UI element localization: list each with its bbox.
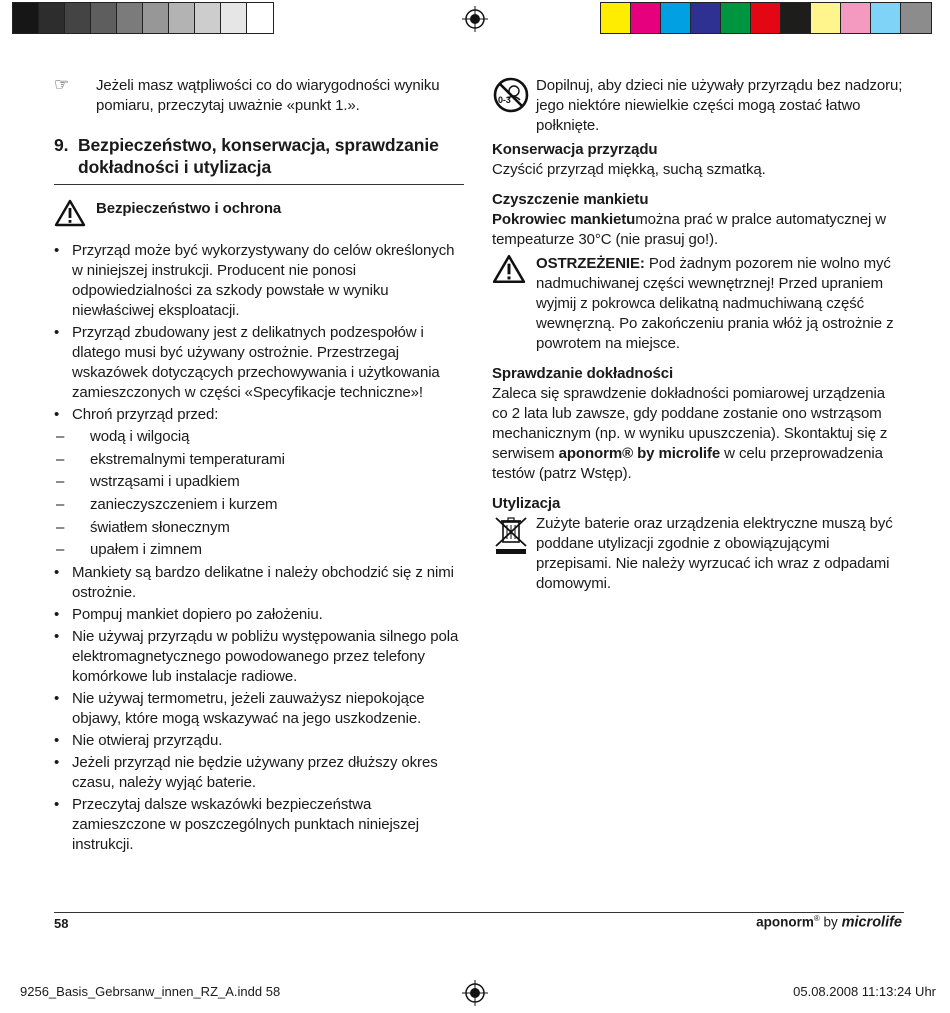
- page-number: 58: [54, 916, 69, 931]
- disposal-heading: Utylizacja: [492, 495, 561, 512]
- cuff-cover-label: Pokrowiec mankietu: [492, 211, 636, 228]
- cuff-warning-text: [536, 254, 904, 354]
- section-divider: [54, 184, 464, 185]
- color-swatch: [247, 3, 273, 33]
- color-swatch: [811, 3, 841, 33]
- list-item: • Pompuj mankiet dopiero po założeniu.: [54, 605, 464, 625]
- safety-heading-label: Bezpieczeństwo i ochrona: [96, 200, 282, 217]
- color-swatch: [117, 3, 143, 33]
- brand-logo: [756, 914, 902, 931]
- maintenance-text: Czyścić przyrząd miękką, suchą szmatką.: [492, 161, 766, 178]
- registration-mark-icon: [462, 6, 488, 32]
- disposal: [492, 514, 904, 594]
- color-swatch: [601, 3, 631, 33]
- color-swatch: [91, 3, 117, 33]
- not-for-children-0-3-icon: [492, 76, 536, 136]
- list-item: – światłem słonecznym: [54, 518, 464, 538]
- color-swatch: [841, 3, 871, 33]
- footer-rule: [54, 912, 904, 913]
- warning-triangle-icon: [54, 199, 96, 227]
- date-slug: 05.08.2008 11:13:24 Uhr: [793, 984, 936, 999]
- warning-body: Pod żadnym pozorem nie wolno myć nadmuchiwanej części wewnętrznej! Przed upraniem wyjmij z pokrowca delikatną nadmuchiwaną część wewnęrzną. Po zakończeniu prania włóż ją ostrożnie z powrotem na miejsce.: [536, 255, 894, 352]
- list-item: – zanieczyszczeniem i kurzem: [54, 495, 464, 515]
- disposal-text: Zużyte baterie oraz urządzenia elektryczne muszą być poddane utylizacji zgodnie z obowiązującymi przepisami. Nie należy wyrzucać ich wraz z odpadami domowymi.: [536, 515, 893, 592]
- list-item: – wstrząsami i upadkiem: [54, 472, 464, 492]
- color-swatch: [721, 3, 751, 33]
- registration-mark-icon: [462, 980, 488, 1006]
- note: [54, 76, 464, 116]
- color-swatch: [901, 3, 931, 33]
- list-item: • Mankiety są bardzo delikatne i należy obchodzić się z nimi ostrożnie.: [54, 563, 464, 603]
- color-swatch: [631, 3, 661, 33]
- list-item-text: Chroń przyrząd przed:: [72, 406, 219, 423]
- color-swatch: [751, 3, 781, 33]
- right-column: [492, 76, 904, 594]
- color-swatch: [195, 3, 221, 33]
- color-swatch: [169, 3, 195, 33]
- child-warning-text: Dopilnuj, aby dzieci nie używały przyrządu bez nadzoru; jego niektóre niewielkie części mogą zostać łatwo połknięte.: [536, 77, 903, 134]
- gray-calibration-bar: [12, 2, 274, 34]
- accuracy-text: [492, 384, 904, 484]
- section-heading: [54, 134, 464, 178]
- color-swatch: [143, 3, 169, 33]
- protect-list: [54, 427, 464, 560]
- list-item: • Przeczytaj dalsze wskazówki bezpieczeństwa zamieszczone w poszczególnych punktach niniejszej instrukcji.: [54, 795, 464, 855]
- crossed-out-bin-icon: [492, 514, 536, 594]
- maintenance-heading: Konserwacja przyrządu: [492, 141, 658, 158]
- list-item: • Przyrząd może być wykorzystywany do celów określonych w niniejszej instrukcji. Producent nie ponosi odpowiedzialności za szkody powstałe w wyniku niewłaściwej eksploatacji.: [54, 241, 464, 321]
- color-swatch: [221, 3, 247, 33]
- child-icon-label: 0-3: [498, 95, 511, 105]
- accuracy-text-part2: w celu przeprowadzenia testów (patrz Wstęp).: [492, 445, 883, 482]
- accuracy-heading: Sprawdzanie dokładności: [492, 365, 674, 382]
- color-swatch: [13, 3, 39, 33]
- list-item: – wodą i wilgocią: [54, 427, 464, 447]
- list-item: • Jeżeli przyrząd nie będzie używany przez dłuższy okres czasu, należy wyjąć baterie.: [54, 753, 464, 793]
- safety-list: [54, 241, 464, 855]
- color-swatch: [661, 3, 691, 33]
- color-swatch: [871, 3, 901, 33]
- cuff-warning: [492, 254, 904, 354]
- brand-registered-mark: ®: [813, 914, 820, 923]
- file-slug: 9256_Basis_Gebrsanw_innen_RZ_A.indd 58: [20, 984, 281, 999]
- color-swatch: [781, 3, 811, 33]
- warning-triangle-icon: [492, 254, 536, 354]
- safety-heading: [54, 199, 464, 227]
- pointing-hand-icon: ☞: [54, 75, 70, 94]
- list-item: – upałem i zimnem: [54, 540, 464, 560]
- left-column: [54, 76, 464, 857]
- child-warning: [492, 76, 904, 136]
- color-swatch: [39, 3, 65, 33]
- list-item: • Przyrząd zbudowany jest z delikatnych podzespołów i dlatego musi być używany ostrożnie. Przestrzegaj wskazówek dotyczących przechowywania i użytkowania zamieszczonych w części «Specyfikacje techniczne»!: [54, 323, 464, 403]
- section-title: Bezpieczeństwo, konserwacja, sprawdzanie dokładności i utylizacja: [78, 135, 439, 177]
- accuracy-text-part1: Zaleca się sprawdzenie dokładności pomiarowej urządzenia co 2 lata lub zawsze, gdy poddane zostanie ono wstrząsom mechanicznym (np. w wyniku upuszczenia). Skontaktuj się z serwisem: [492, 385, 888, 462]
- section-number: 9.: [54, 135, 69, 155]
- color-swatch: [691, 3, 721, 33]
- warning-label: OSTRZEŻENIE:: [536, 255, 645, 272]
- cuff-cleaning-text: [492, 210, 904, 250]
- cuff-cover-text: można prać w pralce automatycznej w tempeaturze 30°C (nie prasuj go!).: [492, 211, 887, 248]
- accuracy-brand: aponorm® by microlife: [558, 445, 721, 462]
- list-item: • Nie otwieraj przyrządu.: [54, 731, 464, 751]
- brand-name: aponorm: [756, 914, 814, 930]
- list-item: – ekstremalnymi temperaturami: [54, 450, 464, 470]
- color-calibration-bar: [600, 2, 932, 34]
- list-item: • Nie używaj termometru, jeżeli zauważysz niepokojące objawy, które mogą wskazywać na jego uszkodzenie.: [54, 689, 464, 729]
- brand-by: by: [819, 914, 842, 930]
- brand-maker: microlife: [841, 914, 902, 931]
- list-item: • Nie używaj przyrządu w pobliżu występowania silnego pola elektromagnetycznego powodowanego przez telefony komórkowe lub instalacje radiowe.: [54, 627, 464, 687]
- note-text: Jeżeli masz wątpliwości co do wiarygodności wyniku pomiaru, przeczytaj uważnie «punkt 1.».: [96, 77, 440, 114]
- cuff-cleaning-heading: Czyszczenie mankietu: [492, 191, 649, 208]
- list-item: [54, 405, 464, 560]
- color-swatch: [65, 3, 91, 33]
